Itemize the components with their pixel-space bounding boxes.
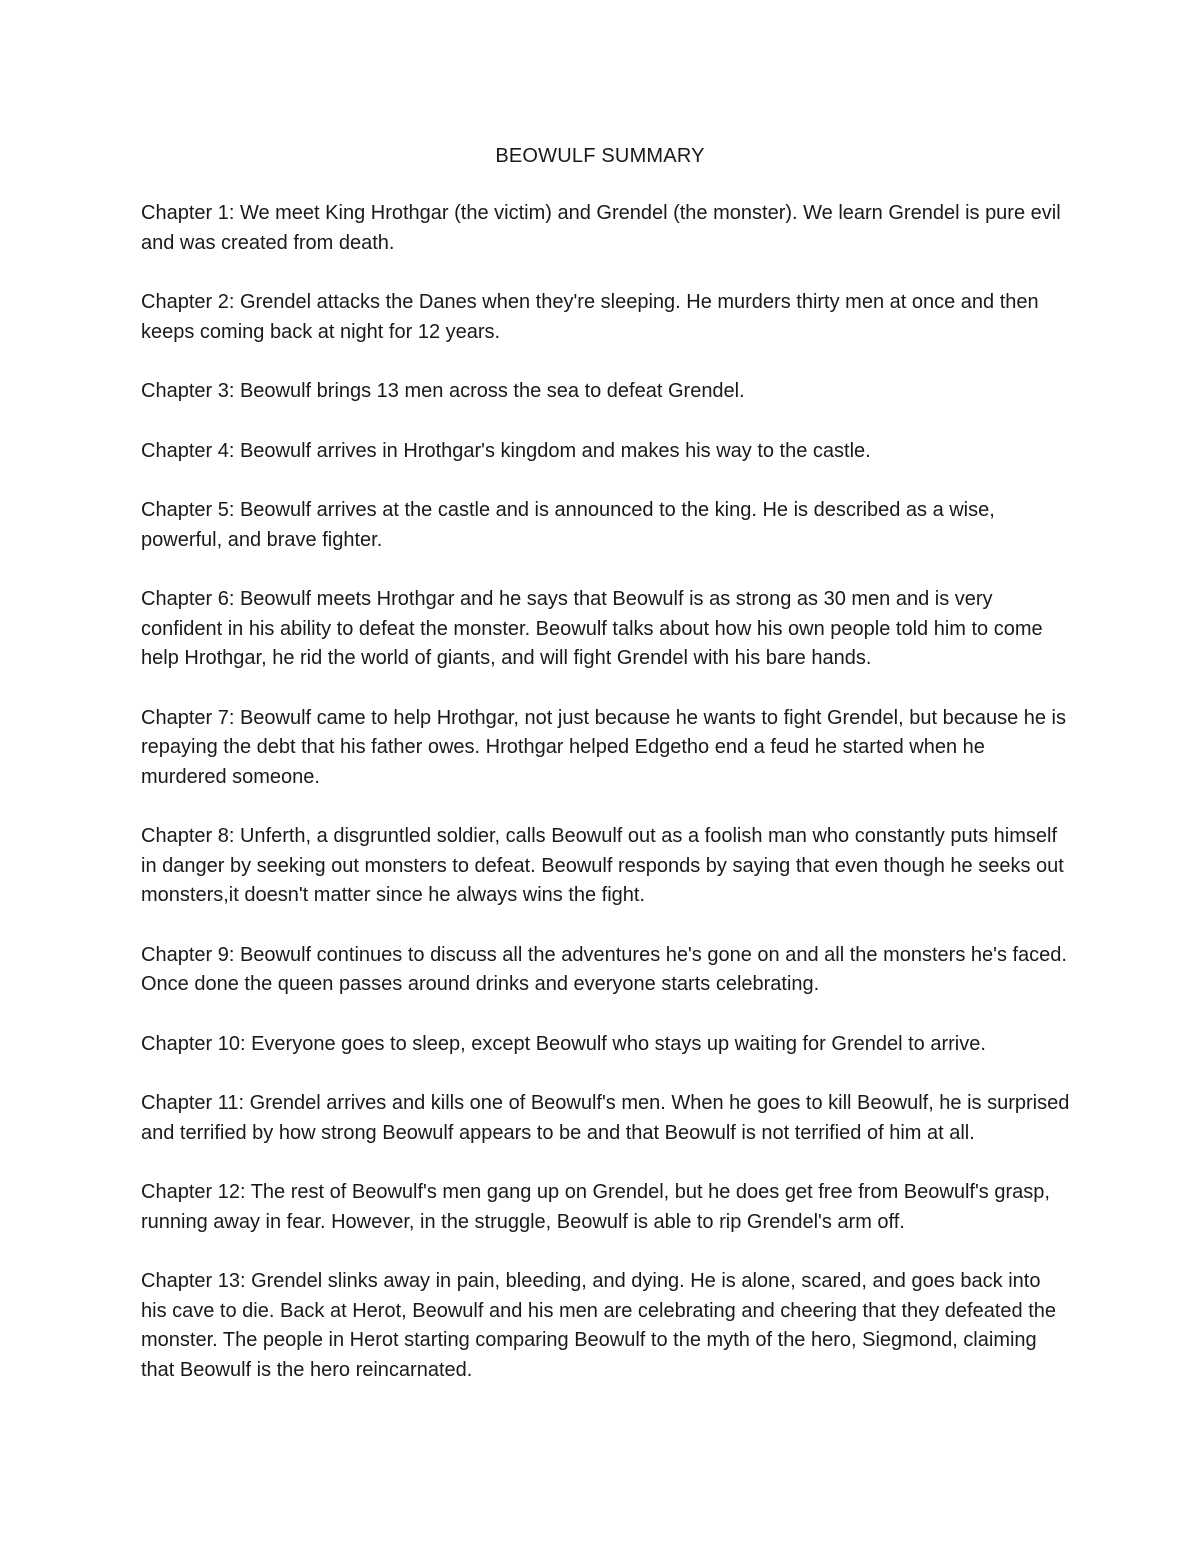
chapter-6-paragraph: Chapter 6: Beowulf meets Hrothgar and he says that Beowulf is as strong as 30 men and is very confident in his ability to defeat the monster. Beowulf talks about how his own people told him to come help Hrothgar, he rid the world of giants, and will fight Grendel with his bare hands. (141, 588, 1043, 669)
chapter-3-paragraph: Chapter 3: Beowulf brings 13 men across the sea to defeat Grendel. (141, 380, 745, 402)
chapter-9-paragraph: Chapter 9: Beowulf continues to discuss all the adventures he's gone on and all the monsters he's faced. Once done the queen passes around drinks and everyone starts celebrating. (141, 943, 1067, 995)
chapter-10-paragraph: Chapter 10: Everyone goes to sleep, except Beowulf who stays up waiting for Grendel to arrive. (141, 1032, 986, 1055)
chapter-8-paragraph: Chapter 8: Unferth, a disgruntled soldier, calls Beowulf out as a foolish man who constantly puts himself in danger by seeking out monsters to defeat. Beowulf responds by saying that even though he seeks out monsters,it doesn't matter since he always wins the fight. (141, 825, 1064, 906)
chapter-13-paragraph: Chapter 13: Grendel slinks away in pain, bleeding, and dying. He is alone, scared, and goes back into his cave to die. Back at Herot, Beowulf and his men are celebrating and cheering that they defeated the monster. The people in Herot starting comparing Beowulf to the myth of the hero, Siegmond, claiming that Beowulf is the hero reincarnated. (141, 1270, 1057, 1381)
chapter-1-paragraph: Chapter 1: We meet King Hrothgar (the victim) and Grendel (the monster). We learn Grendel is pure evil and was created from death. (141, 202, 1061, 254)
chapter-7-paragraph: Chapter 7: Beowulf came to help Hrothgar, not just because he wants to fight Grendel, but because he is repaying the debt that his father owes. Hrothgar helped Edgetho end a feud he started when he murdered someone. (141, 706, 1066, 788)
chapter-12-paragraph: Chapter 12: The rest of Beowulf's men gang up on Grendel, but he does get free from Beowulf's grasp, running away in fear. However, in the struggle, Beowulf is able to rip Grendel's arm off. (141, 1181, 1050, 1233)
chapter-11-paragraph: Chapter 11: Grendel arrives and kills one of Beowulf's men. When he goes to kill Beowulf, he is surprised and terrified by how strong Beowulf appears to be and that Beowulf is not terrified of him at all. (141, 1092, 1070, 1144)
chapter-5-paragraph: Chapter 5: Beowulf arrives at the castle and is announced to the king. He is described as a wise, powerful, and brave fighter. (141, 499, 995, 551)
chapter-2-paragraph: Chapter 2: Grendel attacks the Danes when they're sleeping. He murders thirty men at once and then keeps coming back at night for 12 years. (141, 291, 1039, 343)
document-title: BEOWULF SUMMARY (495, 145, 705, 167)
document-body (141, 199, 1071, 1415)
chapter-4-paragraph: Chapter 4: Beowulf arrives in Hrothgar's kingdom and makes his way to the castle. (141, 439, 871, 462)
